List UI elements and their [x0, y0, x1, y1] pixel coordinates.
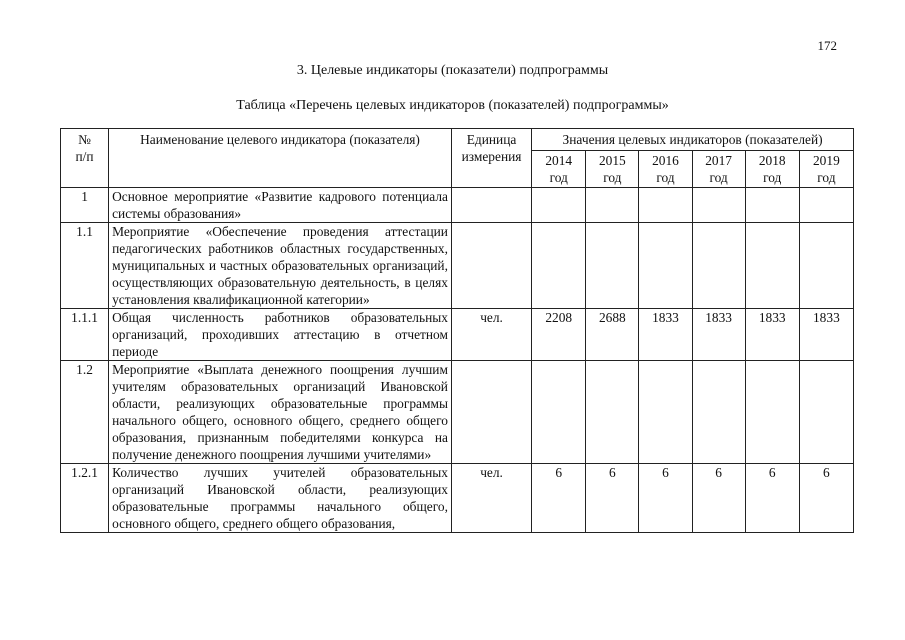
page-number: 172 [817, 38, 837, 53]
row-value: 6 [639, 464, 692, 533]
row-name: Мероприятие «Обеспечение проведения аттестации педагогических работников областных государственных, муниципальных и частных образовательных организаций, осуществляющих образовательную деятельность, в целях установления квалификационной категории» [109, 223, 452, 309]
row-value: 1833 [799, 309, 853, 361]
row-value: 6 [532, 464, 586, 533]
header-num: № п/п [61, 129, 109, 188]
row-value: 2688 [586, 309, 639, 361]
row-value [745, 223, 799, 309]
table-row [61, 188, 854, 223]
row-value: 1833 [692, 309, 745, 361]
row-unit [451, 223, 531, 309]
row-value [692, 361, 745, 464]
row-unit [451, 361, 531, 464]
row-value: 6 [586, 464, 639, 533]
header-values-group: Значения целевых индикаторов (показателей) [532, 129, 854, 151]
table-row [61, 223, 854, 309]
row-value [639, 188, 692, 223]
table-row [61, 361, 854, 464]
indicators-table [60, 128, 854, 533]
header-name: Наименование целевого индикатора (показателя) [109, 129, 452, 188]
row-value [799, 223, 853, 309]
row-value [532, 223, 586, 309]
section-title: 3. Целевые индикаторы (показатели) подпрограммы [296, 63, 609, 78]
row-value [799, 361, 853, 464]
row-num: 1.2 [61, 361, 109, 464]
row-num: 1.1 [61, 223, 109, 309]
row-unit [451, 188, 531, 223]
row-value [532, 188, 586, 223]
header-year: 2015 год [586, 151, 639, 188]
row-value [799, 188, 853, 223]
header-year: 2018 год [745, 151, 799, 188]
row-value [586, 223, 639, 309]
table-caption: Таблица «Перечень целевых индикаторов (показателей) подпрограммы» [236, 98, 669, 113]
row-value [586, 188, 639, 223]
row-value: 6 [799, 464, 853, 533]
row-value [745, 188, 799, 223]
row-num: 1.1.1 [61, 309, 109, 361]
row-value [745, 361, 799, 464]
row-value [692, 188, 745, 223]
row-value: 1833 [745, 309, 799, 361]
header-year: 2017 год [692, 151, 745, 188]
row-value: 6 [745, 464, 799, 533]
row-name: Основное мероприятие «Развитие кадрового потенциала системы образования» [109, 188, 452, 223]
table-row [61, 309, 854, 361]
row-unit: чел. [451, 464, 531, 533]
row-value [586, 361, 639, 464]
row-value [692, 223, 745, 309]
row-value: 2208 [532, 309, 586, 361]
header-year: 2019 год [799, 151, 853, 188]
row-unit: чел. [451, 309, 531, 361]
row-value [532, 361, 586, 464]
row-value [639, 361, 692, 464]
header-year: 2016 год [639, 151, 692, 188]
row-value [639, 223, 692, 309]
header-unit: Единица измерения [451, 129, 531, 188]
table-row [61, 464, 854, 533]
row-num: 1 [61, 188, 109, 223]
header-year: 2014 год [532, 151, 586, 188]
row-name: Количество лучших учителей образовательных организаций Ивановской области, реализующих образовательные программы начального общего, основного общего, среднего общего образования, [109, 464, 452, 533]
row-value: 1833 [639, 309, 692, 361]
row-num: 1.2.1 [61, 464, 109, 533]
row-name: Мероприятие «Выплата денежного поощрения лучшим учителям образовательных организаций Ивановской области, реализующих образовательные программы начального общего, основного общего, среднего общего образования, признанным победителями конкурса на получение денежного поощрения лучшими учителями» [109, 361, 452, 464]
row-name: Общая численность работников образовательных организаций, проходивших аттестацию в отчетном периоде [109, 309, 452, 361]
row-value: 6 [692, 464, 745, 533]
